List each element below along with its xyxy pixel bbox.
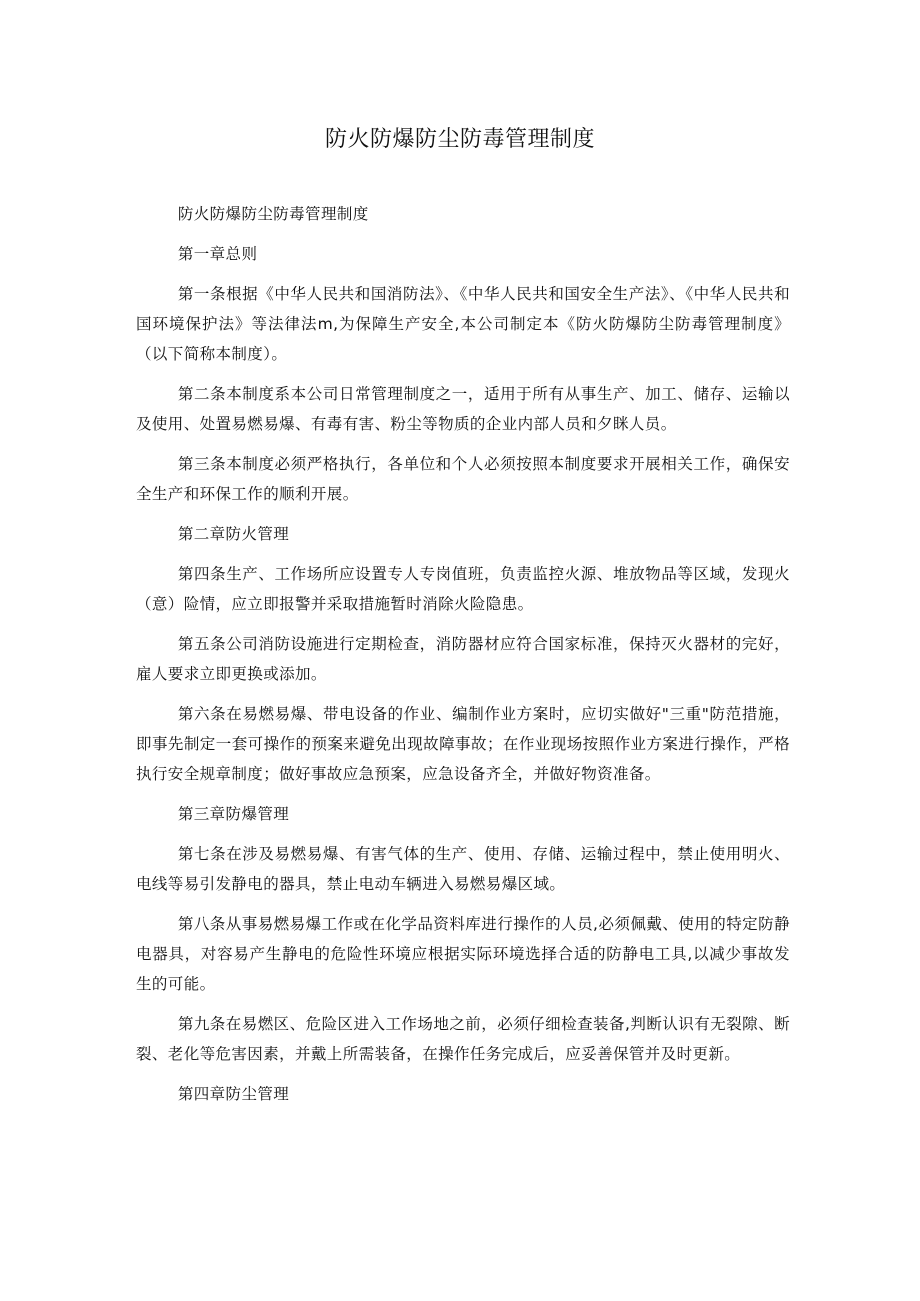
article-paragraph: 第一条根据《中华人民共和国消防法》、《中华人民共和国安全生产法》、《中华人民共和国环境保护法》等法律法m,为保障生产安全,本公司制定本《防火防爆防尘防毒管理制度》（以下简称本制度）。 bbox=[136, 285, 790, 363]
subtitle: 防火防爆防尘防毒管理制度 bbox=[177, 205, 369, 223]
chapter-heading: 第四章防尘管理 bbox=[177, 1085, 290, 1103]
document-title: 防火防爆防尘防毒管理制度 bbox=[324, 127, 595, 152]
article-paragraph: 第八条从事易燃易爆工作或在化学品资料库进行操作的人员,必须佩戴、使用的特定防静电器具，对容易产生静电的危险性环境应根据实际环境选择合适的防静电工具,以减少事故发生的可能。 bbox=[136, 915, 790, 993]
document-body bbox=[136, 199, 790, 1119]
chapter-heading: 第二章防火管理 bbox=[177, 525, 290, 543]
article-paragraph: 第九条在易燃区、危险区进入工作场地之前，必须仔细检查装备,判断认识有无裂隙、断裂、老化等危害因素，并戴上所需装备，在操作任务完成后，应妥善保管并及时更新。 bbox=[136, 1015, 790, 1063]
chapter-heading: 第一章总则 bbox=[177, 245, 258, 263]
article-paragraph: 第四条生产、工作场所应设置专人专岗值班，负责监控火源、堆放物品等区域，发现火（意）险情，应立即报警并采取措施暂时消除火险隐患。 bbox=[136, 565, 790, 613]
article-paragraph: 第五条公司消防设施进行定期检查，消防器材应符合国家标准，保持灭火器材的完好，雇人要求立即更换或添加。 bbox=[136, 635, 790, 683]
article-paragraph: 第六条在易燃易爆、带电设备的作业、编制作业方案时，应切实做好"三重"防范措施，即事先制定一套可操作的预案来避免出现故障事故；在作业现场按照作业方案进行操作，严格执行安全规章制度；做好事故应急预案，应急设备齐全，并做好物资准备。 bbox=[136, 705, 790, 783]
article-paragraph: 第三条本制度必须严格执行，各单位和个人必须按照本制度要求开展相关工作，确保安全生产和环保工作的顺利开展。 bbox=[136, 455, 790, 503]
article-paragraph: 第二条本制度系本公司日常管理制度之一，适用于所有从事生产、加工、储存、运输以及使用、处置易燃易爆、有毒有害、粉尘等物质的企业内部人员和夕眯人员。 bbox=[136, 385, 790, 433]
article-paragraph: 第七条在涉及易燃易爆、有害气体的生产、使用、存储、运输过程中，禁止使用明火、电线等易引发静电的器具，禁止电动车辆进入易燃易爆区域。 bbox=[136, 845, 790, 893]
chapter-heading: 第三章防爆管理 bbox=[177, 805, 290, 823]
